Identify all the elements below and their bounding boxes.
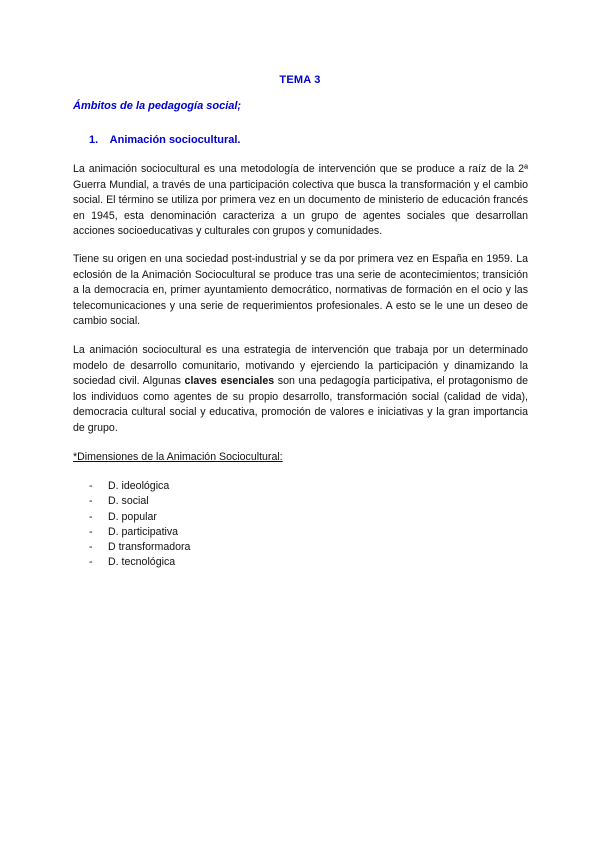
list-item [89, 479, 190, 494]
list-dash: - [89, 525, 93, 538]
document-title: TEMA 3 [279, 74, 321, 86]
list-item-text: D. tecnológica [108, 556, 176, 569]
paragraph-intro: La animación sociocultural es una metodología de intervención que se produce a raíz de la 2ª Guerra Mundial, a través de una participación colectiva que busca la transformación y el cambio social. El término se utiliza por primera vez en un documento de ministerio de educación francés en 1945, esta denominación caracteriza a un grupo de agentes sociales que desarrollan acciones socioeducativas y culturales con grupos y comunidades. [73, 163, 528, 238]
list-item [89, 510, 190, 525]
list-dash: - [89, 495, 93, 508]
list-item [89, 540, 190, 555]
list-item-text: D. popular [108, 510, 157, 523]
list-dash: - [89, 541, 93, 554]
key-concepts-bold: claves esenciales [184, 375, 275, 388]
list-item [89, 525, 190, 540]
list-item-text: D transformadora [108, 541, 191, 554]
paragraph-strategy-text-before: La animación sociocultural es una estrategia de intervención que trabaja por un determinado modelo de desarrollo comunitario, motivando y ejerciendo la participación y dinamizando la sociedad civil. Algunas [73, 344, 528, 388]
subsection-number: 1. [89, 134, 99, 146]
dimensions-heading: *Dimensiones de la Animación Sociocultural: [73, 451, 283, 463]
paragraph-strategy [73, 343, 528, 437]
subsection-heading [89, 134, 240, 146]
list-dash: - [89, 510, 93, 523]
list-dash: - [89, 556, 93, 569]
list-item-text: D. ideológica [108, 480, 170, 492]
paragraph-origin: Tiene su origen en una sociedad post-industrial y se da por primera vez en España en 1959. La eclosión de la Animación Sociocultural se produce tras una serie de acontecimientos; transición a la democracia en, primer ayuntamiento democrático, normativas de formación en el ocio y las telecomunicaciones y una serie de requerimientos profesionales. A esto se le une un deseo de cambio social. [73, 253, 528, 328]
subsection-title: Animación sociocultural. [109, 134, 241, 146]
paragraph-strategy-text-after: son una pedagogía participativa, el protagonismo de los individuos como agentes de su propio desarrollo, transformación social (calidad de vida), democracia cultural social y educativa, promoción de valores e iniciativas y la gran importancia de grupo. [73, 375, 528, 434]
list-item [89, 555, 190, 570]
list-dash: - [89, 480, 93, 492]
list-item [89, 494, 190, 509]
list-item-text: D. participativa [108, 525, 179, 538]
section-heading: Ámbitos de la pedagogía social; [73, 100, 242, 112]
list-item-text: D. social [108, 495, 149, 508]
dimensions-list [89, 479, 190, 571]
